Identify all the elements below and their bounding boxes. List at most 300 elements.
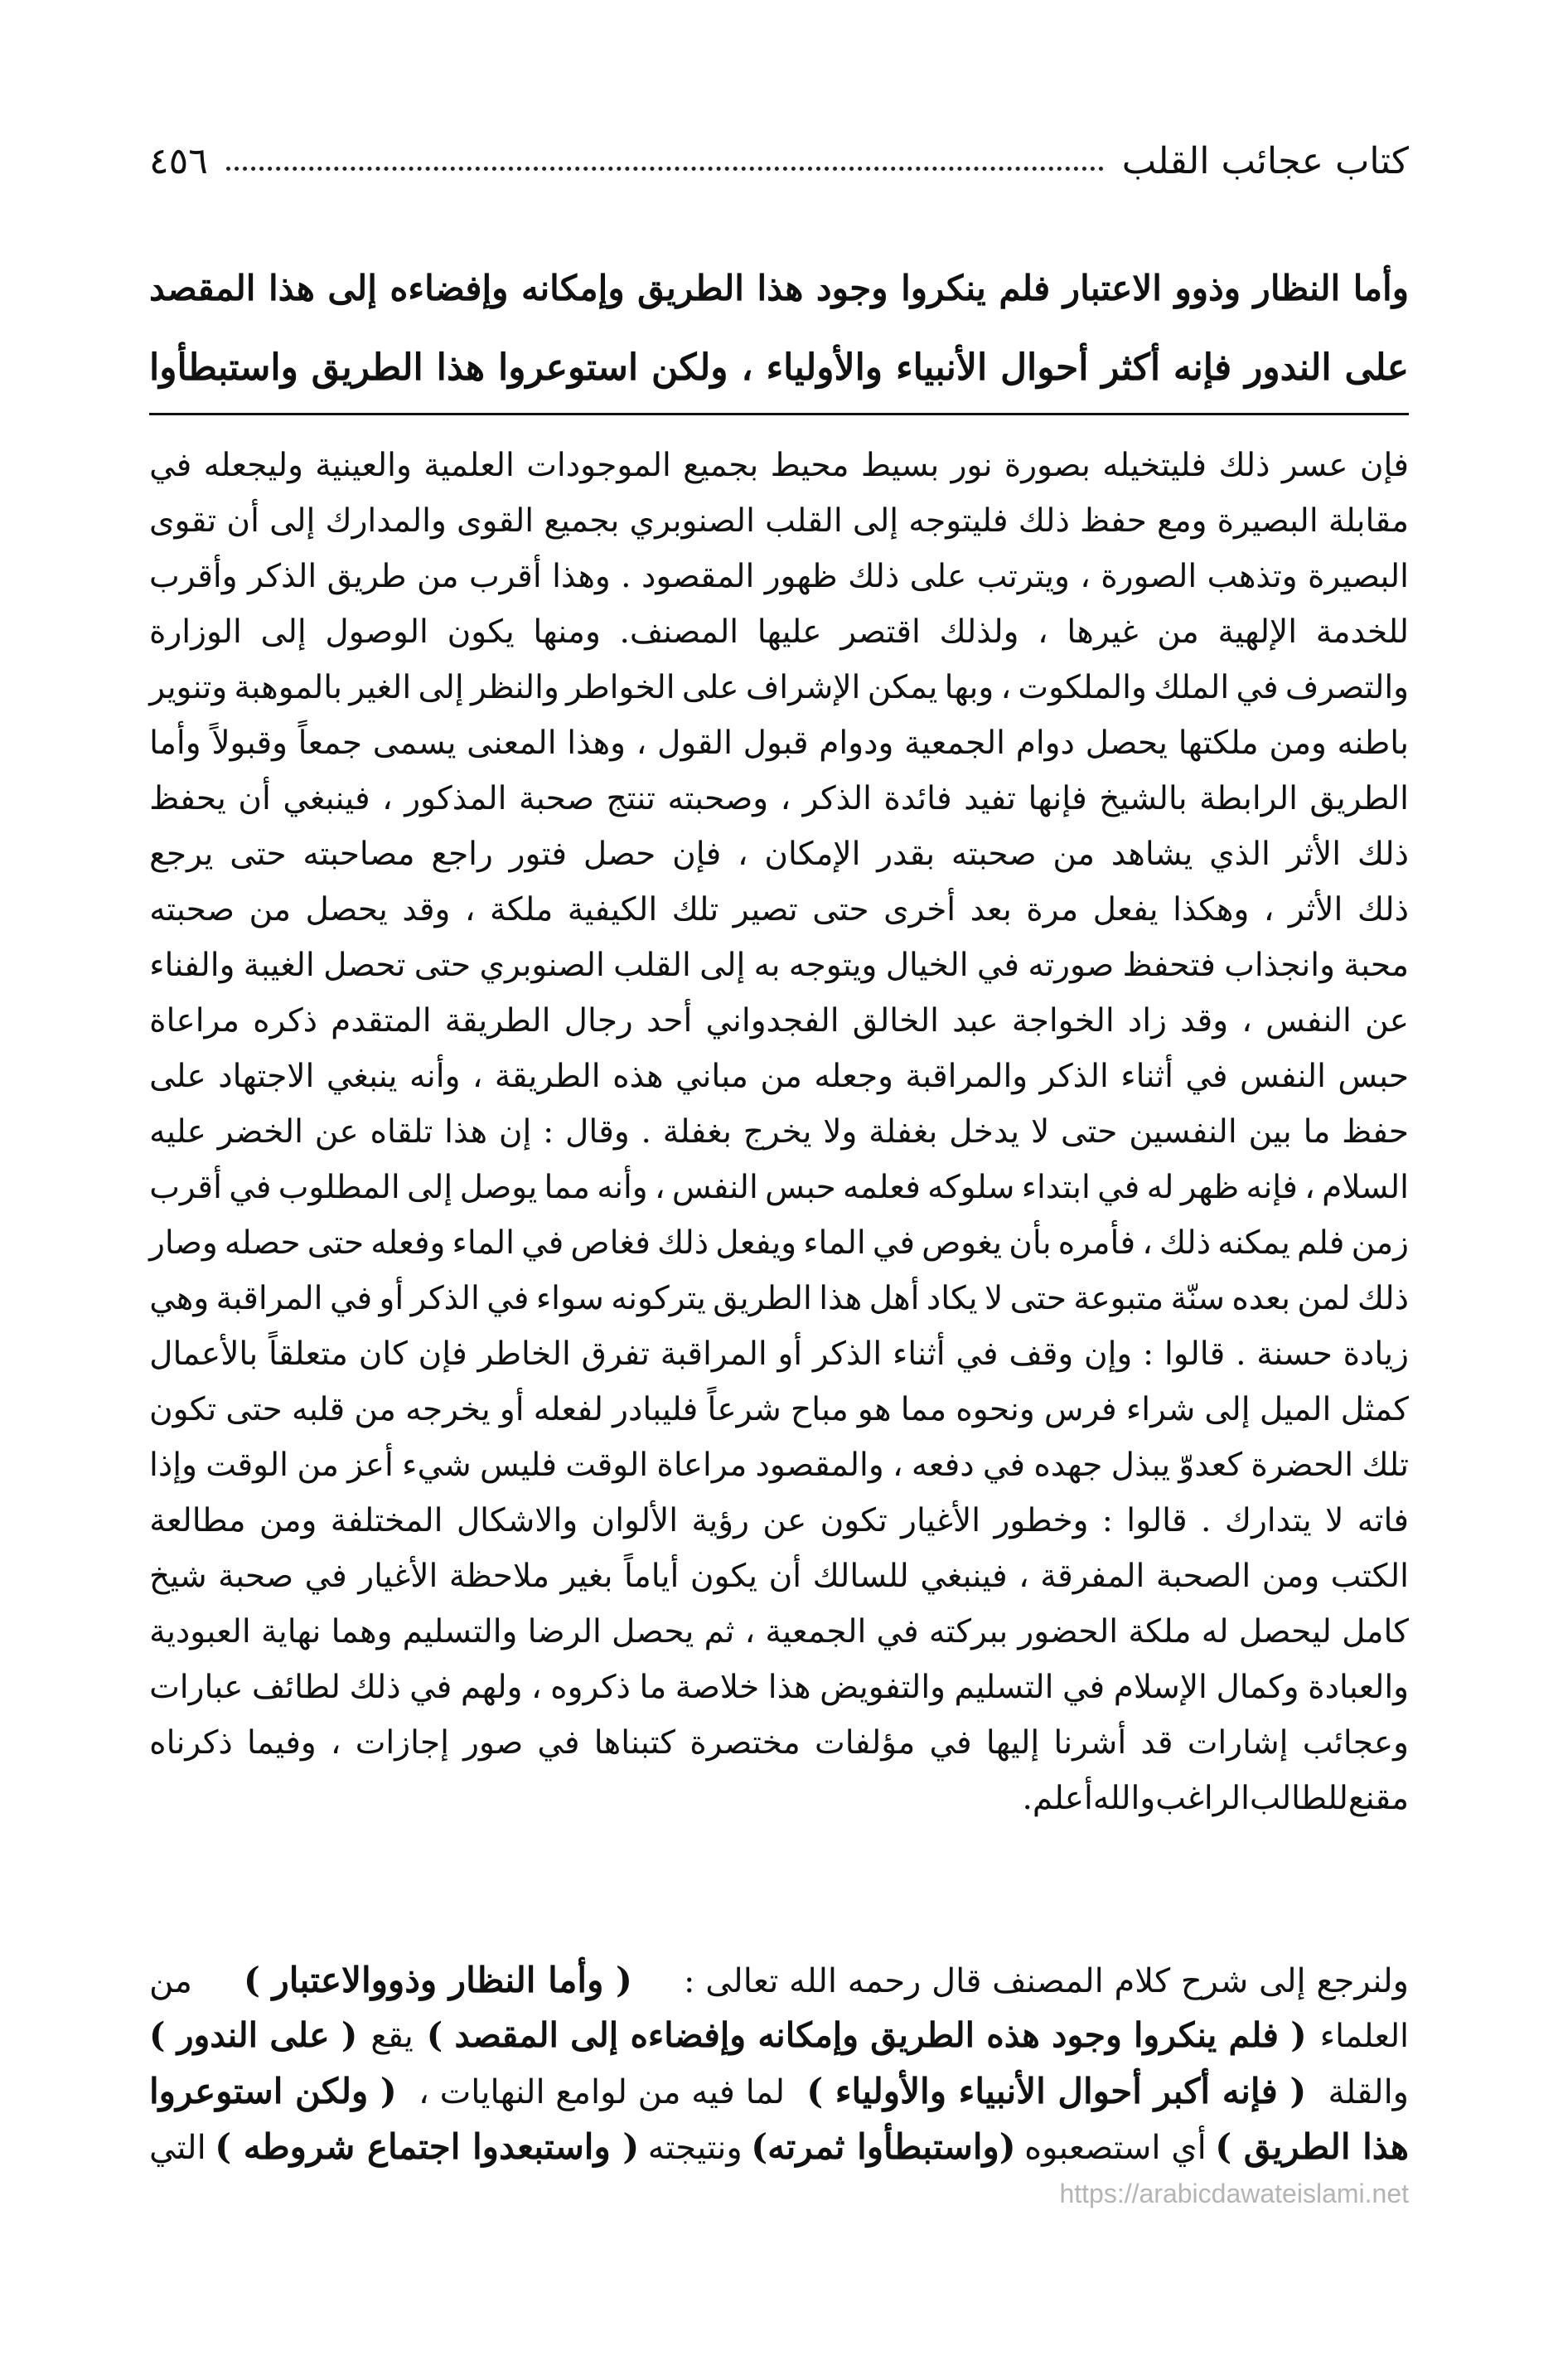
- commentary-word: من: [1052, 836, 1095, 873]
- commentary-line: [149, 1604, 1409, 1660]
- commentary-word: الجمعية: [765, 1613, 867, 1650]
- commentary-word: والتسليم: [402, 1613, 518, 1650]
- commentary-word: الصحبة: [1155, 1558, 1251, 1595]
- commentary-word: يبذل: [1110, 1447, 1171, 1484]
- commentary-word: أعز: [347, 1447, 394, 1484]
- commentary-word: النفس: [1240, 1058, 1326, 1095]
- dotted-leader: [226, 167, 1104, 171]
- commentary-word: بعده: [1231, 1280, 1290, 1317]
- commentary-word: أو: [777, 1335, 803, 1373]
- commentary-word: صحبة: [518, 780, 594, 817]
- commentary-word: تحصل: [323, 947, 406, 984]
- commentary-word: ملاحظة: [448, 1558, 549, 1595]
- commentary-word: رؤية: [691, 1502, 749, 1539]
- commentary-word: تفرق: [581, 1335, 650, 1373]
- commentary-word: الماء: [452, 1224, 515, 1262]
- commentary-word: الغيبة: [243, 947, 315, 984]
- commentary-word: فينبغي: [920, 1558, 1008, 1595]
- commentary-word: متبوعة: [1073, 1280, 1164, 1317]
- commentary-word: عليه: [149, 1113, 206, 1151]
- commentary-word: حتى: [1061, 1113, 1118, 1151]
- commentary-word: مختصرة: [689, 1724, 801, 1762]
- commentary-word: فتور: [509, 836, 568, 873]
- commentary-word: ،: [893, 1447, 903, 1484]
- commentary-word: ومنها: [533, 613, 601, 651]
- commentary-word: بجميع: [544, 502, 620, 540]
- commentary-word: المختلفة: [330, 1502, 443, 1539]
- explanation-line: [149, 2119, 1409, 2174]
- commentary-word: بغفلة: [869, 1113, 938, 1151]
- commentary-word: بغفلة: [662, 1113, 732, 1151]
- commentary-word: ،: [780, 780, 791, 817]
- commentary-word: شيء: [402, 1447, 472, 1484]
- commentary-word: :: [543, 1113, 554, 1151]
- commentary-word: مراعاة: [656, 1447, 748, 1484]
- commentary-word: الرابطة: [1199, 780, 1298, 817]
- commentary-line: [149, 1049, 1409, 1104]
- commentary-word: مقنع: [1348, 1780, 1409, 1817]
- explanation-line: [149, 2063, 1409, 2119]
- commentary-word: جهده: [1033, 1447, 1103, 1484]
- commentary-word: مرة: [1026, 891, 1079, 928]
- commentary-word: قد: [1140, 1724, 1173, 1762]
- commentary-word: بصورة: [1004, 447, 1091, 484]
- commentary-word: ملكة: [1128, 1613, 1192, 1650]
- commentary-line: [149, 1160, 1409, 1215]
- commentary-word: حفظ: [1342, 1113, 1409, 1151]
- commentary-word: بالموهبة: [234, 669, 343, 706]
- commentary-word: .: [621, 558, 631, 595]
- commentary-word: ظهر: [1180, 1169, 1240, 1206]
- commentary-word: ذلك: [1357, 891, 1409, 928]
- commentary-word: الطريق: [713, 1280, 812, 1317]
- commentary-word: إلى: [1204, 1391, 1251, 1428]
- explanation-line: [149, 2008, 1409, 2063]
- commentary-line: [149, 1271, 1409, 1326]
- commentary-word: ومن: [1269, 725, 1327, 762]
- commentary-word: وقال: [565, 1113, 630, 1151]
- commentary-word: فاته: [1357, 1502, 1409, 1539]
- commentary-word: مصاحبته: [302, 836, 415, 873]
- commentary-word: أشرنا: [1053, 1724, 1127, 1762]
- commentary-line: [149, 549, 1409, 604]
- commentary-word: حتى: [1009, 1280, 1067, 1317]
- commentary-word: يتدارك: [1224, 1502, 1312, 1539]
- commentary-line: [149, 438, 1409, 493]
- commentary-word: مباح: [791, 1391, 849, 1428]
- commentary-word: المذكور: [404, 780, 507, 817]
- commentary-word: ،: [1038, 613, 1048, 651]
- commentary-word: الصنوبري: [629, 502, 755, 540]
- explanation-text: التي: [149, 2129, 206, 2167]
- commentary-word: بقدر: [877, 836, 936, 873]
- commentary-word: ومع: [1156, 502, 1207, 540]
- commentary-word: وأنه: [409, 1058, 461, 1095]
- commentary-word: المتقدم: [331, 1002, 432, 1040]
- commentary-word: والمدارك: [325, 502, 447, 540]
- commentary-word: وقبولاً: [211, 725, 288, 762]
- commentary-word: ثم: [704, 1613, 735, 1650]
- commentary-word: مطالعة: [149, 1502, 246, 1539]
- commentary-word: الموجودات: [526, 447, 671, 484]
- commentary-word: في: [1062, 1669, 1106, 1706]
- commentary-word: الإسلام: [1113, 1669, 1207, 1706]
- commentary-word: للطالب: [1249, 1780, 1348, 1817]
- commentary-word: ولذلك: [939, 613, 1019, 651]
- commentary-word: المطلوب: [278, 1169, 400, 1206]
- commentary-word: القوى: [457, 502, 535, 540]
- commentary-word: وهما: [331, 1613, 393, 1650]
- commentary-word: أقرب: [149, 1169, 222, 1206]
- commentary-block: [149, 438, 1409, 1826]
- commentary-word: لا: [984, 1280, 1004, 1317]
- commentary-word: مما: [544, 1169, 590, 1206]
- commentary-word: محبة: [1343, 947, 1409, 984]
- commentary-word: .: [1236, 1335, 1246, 1373]
- commentary-word: حسنة: [1256, 1335, 1333, 1373]
- commentary-word: ابتداء: [1021, 1169, 1091, 1206]
- commentary-word: ويفعل: [715, 1224, 797, 1262]
- commentary-word: به: [753, 947, 781, 984]
- explanation-line: [149, 1952, 1409, 2008]
- commentary-word: العلمية: [423, 447, 515, 484]
- commentary-word: وقد: [402, 891, 451, 928]
- commentary-word: والله: [1092, 1780, 1156, 1817]
- commentary-word: باطنه: [1337, 725, 1409, 762]
- commentary-word: وصار: [149, 1224, 218, 1262]
- commentary-word: يشاهد: [1110, 836, 1193, 873]
- commentary-word: ذلك: [848, 558, 900, 595]
- commentary-word: ويترتب: [976, 558, 1070, 595]
- commentary-word: يدخل: [949, 1113, 1020, 1151]
- commentary-word: من: [760, 1058, 802, 1095]
- explanation-text: من: [149, 1962, 192, 2000]
- commentary-word: شرعاً: [707, 1391, 781, 1428]
- commentary-word: المفرقة: [1040, 1558, 1145, 1595]
- commentary-word: فإنه: [1246, 1169, 1298, 1206]
- commentary-line: [149, 1437, 1409, 1493]
- commentary-word: كعدوّ: [1178, 1447, 1243, 1484]
- commentary-word: جمعاً: [298, 725, 363, 762]
- commentary-word: إجازات: [355, 1724, 449, 1762]
- commentary-word: الخضر: [217, 1113, 303, 1151]
- commentary-word: قلبه: [291, 1391, 346, 1428]
- commentary-word: الخيال: [885, 947, 969, 984]
- commentary-word: الصورة: [1101, 558, 1198, 595]
- commentary-word: يحصل: [1085, 725, 1168, 762]
- commentary-word: ولهم: [460, 1669, 523, 1706]
- commentary-word: البصيرة: [1217, 502, 1318, 540]
- commentary-line: [149, 1215, 1409, 1271]
- commentary-word: أحد: [646, 1002, 693, 1040]
- commentary-word: الكتب: [1330, 1558, 1409, 1595]
- commentary-word: لا: [1030, 1113, 1050, 1151]
- commentary-word: كمثل: [1340, 1391, 1409, 1428]
- commentary-word: فتحفظ: [1122, 947, 1216, 984]
- commentary-word: وإن: [1083, 1335, 1133, 1373]
- commentary-word: ونحوه: [956, 1391, 1035, 1428]
- commentary-word: غيرها: [1067, 613, 1139, 651]
- commentary-word: الذكر: [1039, 1058, 1109, 1095]
- commentary-word: وأقرب: [149, 558, 238, 595]
- commentary-line: [149, 1104, 1409, 1160]
- commentary-word: الطريقة: [444, 1002, 551, 1040]
- commentary-word: خلاصة: [675, 1669, 760, 1706]
- commentary-word: هذا: [767, 1669, 811, 1706]
- commentary-word: سواء: [535, 1280, 604, 1317]
- commentary-word: فلم: [1296, 1224, 1345, 1262]
- commentary-line: [149, 1382, 1409, 1437]
- commentary-word: في: [1236, 669, 1279, 706]
- commentary-word: راجع: [431, 836, 493, 873]
- commentary-word: في: [329, 1280, 373, 1317]
- commentary-word: عن: [1365, 1002, 1409, 1040]
- commentary-word: الماء: [803, 1224, 866, 1262]
- commentary-word: مما: [900, 1391, 947, 1428]
- commentary-word: ،: [330, 1724, 341, 1762]
- commentary-word: الوصول: [325, 613, 428, 651]
- commentary-word: ليحصل: [1238, 1613, 1332, 1650]
- commentary-word: كامل: [1342, 1613, 1409, 1650]
- commentary-word: ولا: [823, 1113, 858, 1151]
- commentary-word: وليجعله: [203, 447, 303, 484]
- commentary-word: وإذا: [149, 1447, 197, 1484]
- commentary-word: النفسين: [1129, 1113, 1237, 1151]
- commentary-word: أقرب: [468, 558, 542, 595]
- commentary-word: شيخ: [149, 1558, 207, 1595]
- commentary-word: في: [409, 1669, 452, 1706]
- commentary-word: ،: [636, 725, 647, 762]
- commentary-word: حصل: [583, 836, 656, 873]
- commentary-line: [149, 1549, 1409, 1604]
- commentary-word: الوقت: [565, 1447, 649, 1484]
- commentary-word: والمراقبة: [905, 1058, 1028, 1095]
- commentary-word: يتركونه: [611, 1280, 706, 1317]
- commentary-word: المراقبة: [660, 1335, 767, 1373]
- commentary-word: دوام: [1015, 725, 1075, 762]
- commentary-word: وهكذا: [1173, 891, 1250, 928]
- commentary-word: تقوى: [149, 502, 217, 540]
- commentary-word: أهل: [869, 1280, 920, 1317]
- commentary-word: حبس: [765, 1169, 836, 1206]
- page-number: ٤٥٦: [149, 140, 208, 182]
- commentary-word: بعد: [970, 891, 1012, 928]
- commentary-line: [149, 1771, 1409, 1826]
- commentary-word: يفعل: [1092, 891, 1159, 928]
- section-divider: [149, 413, 1409, 415]
- running-head: [149, 124, 1409, 182]
- commentary-word: ومن: [1261, 1558, 1320, 1595]
- commentary-word: تصير: [733, 891, 798, 928]
- commentary-word: البصيرة: [1307, 558, 1409, 595]
- commentary-word: وخطور: [994, 1502, 1089, 1539]
- commentary-word: .: [641, 1113, 651, 1151]
- commentary-word: الغير: [349, 669, 412, 706]
- commentary-word: محيط: [770, 447, 849, 484]
- commentary-word: القلب: [613, 947, 691, 984]
- commentary-word: في: [486, 1280, 530, 1317]
- commentary-word: وفيما: [247, 1724, 317, 1762]
- commentary-word: وهذا: [552, 558, 611, 595]
- commentary-word: فينبغي: [283, 780, 370, 817]
- commentary-word: المصنف.: [619, 613, 739, 651]
- commentary-line: [149, 771, 1409, 826]
- commentary-word: ،: [531, 1669, 542, 1706]
- quoted-phrase: ( فلم ينكروا وجود هذه الطريق وإمكانه وإفضاءه إلى المقصد ): [426, 2015, 1307, 2055]
- commentary-word: والاشكال: [456, 1502, 578, 1539]
- commentary-word: الحضور: [1018, 1613, 1119, 1650]
- commentary-word: حتى: [307, 1224, 365, 1262]
- quoted-phrase: ( على الندور ): [149, 2015, 358, 2055]
- commentary-word: بين: [1248, 1113, 1292, 1151]
- commentary-word: المراقبة: [215, 1280, 323, 1317]
- commentary-word: يكون: [689, 1558, 758, 1595]
- quoted-phrase: هذا الطريق ): [1215, 2126, 1409, 2167]
- commentary-word: الاجتهاد: [218, 1058, 315, 1095]
- commentary-word: حفظ: [1079, 502, 1147, 540]
- commentary-line: [149, 1715, 1409, 1771]
- commentary-word: وقد: [1180, 1002, 1229, 1040]
- commentary-word: .: [1022, 1780, 1033, 1817]
- commentary-word: وانجذاب: [1224, 947, 1335, 984]
- commentary-word: عن: [762, 1502, 807, 1539]
- commentary-word: فرس: [1043, 1391, 1117, 1428]
- commentary-word: هو: [857, 1391, 892, 1428]
- commentary-word: ،: [382, 780, 393, 817]
- commentary-word: وعجائب: [1302, 1724, 1409, 1762]
- commentary-word: ذكرناه: [149, 1724, 233, 1762]
- commentary-word: ،: [1019, 1558, 1029, 1595]
- commentary-word: إلى: [418, 669, 464, 706]
- commentary-word: يرجع: [149, 836, 214, 873]
- commentary-word: فغاص: [570, 1224, 651, 1262]
- commentary-word: ،: [744, 1613, 756, 1650]
- commentary-word: والمقصود: [755, 1447, 884, 1484]
- commentary-word: قالوا: [1164, 1335, 1226, 1373]
- commentary-word: الأغيار: [901, 1502, 981, 1539]
- commentary-word: وهذا: [567, 725, 626, 762]
- commentary-word: تنتج: [606, 780, 656, 817]
- commentary-word: على: [681, 669, 739, 706]
- explanation-text: ولنرجع إلى شرح كلام المصنف قال رحمه الله تعالى :: [684, 1962, 1409, 2000]
- commentary-line: [149, 826, 1409, 882]
- quoted-phrase: ( وأما النظار وذووالاعتبار ): [244, 1960, 632, 2000]
- main-text-line-1: وأما النظار وذوو الاعتبار فلم ينكروا وجود هذا الطريق وإمكانه وإفضاءه إلى هذا المقصد: [149, 268, 1409, 308]
- commentary-word: وجعله: [814, 1058, 893, 1095]
- commentary-word: ،: [464, 891, 476, 928]
- commentary-word: حتى: [225, 1391, 283, 1428]
- commentary-line: [149, 660, 1409, 715]
- commentary-line: [149, 604, 1409, 660]
- commentary-word: في: [876, 1613, 919, 1650]
- commentary-word: في: [929, 1724, 972, 1762]
- commentary-word: وكمال: [1216, 1669, 1299, 1706]
- commentary-word: تفيد: [964, 780, 1017, 817]
- commentary-word: التسليم: [954, 1669, 1054, 1706]
- commentary-word: نور: [951, 447, 993, 484]
- commentary-word: ومن: [259, 1502, 317, 1539]
- quoted-phrase: ( فإنه أكبر أحوال الأنبياء والأولياء ): [806, 2071, 1307, 2111]
- commentary-word: ،: [1241, 1002, 1252, 1040]
- commentary-word: متعلقاً: [268, 1335, 348, 1373]
- commentary-word: الرضا: [527, 1613, 602, 1650]
- commentary-word: فإن: [672, 836, 722, 873]
- commentary-line: [149, 993, 1409, 1049]
- commentary-word: ذلك: [1357, 836, 1409, 873]
- commentary-word: صور: [463, 1724, 524, 1762]
- commentary-word: الإلهية: [1217, 613, 1298, 651]
- commentary-word: الذكر: [802, 780, 872, 817]
- commentary-word: وصحبته: [667, 780, 769, 817]
- commentary-word: فليبادر: [612, 1391, 699, 1428]
- commentary-word: إلى: [699, 947, 746, 984]
- commentary-word: في: [521, 1224, 564, 1262]
- commentary-word: وبها: [944, 669, 994, 706]
- commentary-word: من: [354, 1391, 396, 1428]
- commentary-word: زاد: [1127, 1002, 1167, 1040]
- commentary-word: والعبادة: [1308, 1669, 1409, 1706]
- commentary-word: هذا: [444, 1113, 488, 1151]
- commentary-word: في: [982, 1447, 1026, 1484]
- commentary-word: والنظر: [470, 669, 559, 706]
- commentary-word: ينبغي: [326, 1058, 398, 1095]
- commentary-word: النفس: [671, 1169, 758, 1206]
- commentary-word: .: [1201, 1502, 1212, 1539]
- commentary-word: ذلك: [1018, 502, 1070, 540]
- commentary-word: إلى: [407, 1169, 453, 1206]
- commentary-word: وفعله: [370, 1224, 446, 1262]
- commentary-word: والتفويض: [820, 1669, 946, 1706]
- commentary-word: يكاد: [926, 1280, 978, 1317]
- commentary-line: [149, 493, 1409, 549]
- commentary-word: أثناء: [1120, 1058, 1173, 1095]
- commentary-word: يحصل: [305, 891, 388, 928]
- commentary-word: :: [1101, 1502, 1113, 1539]
- commentary-word: الإمكان: [764, 836, 861, 873]
- commentary-word: من: [1157, 613, 1199, 651]
- commentary-word: أن: [226, 502, 259, 540]
- commentary-word: تلك: [1362, 1447, 1409, 1484]
- watermark-url: https://arabicdawateislami.net: [1059, 2179, 1409, 2208]
- commentary-word: مقابلة: [1328, 502, 1409, 540]
- commentary-word: إلى: [260, 613, 307, 651]
- commentary-word: كتبناها: [593, 1724, 675, 1762]
- commentary-word: بجميع: [683, 447, 759, 484]
- commentary-word: ذلك: [1357, 1280, 1409, 1317]
- commentary-word: تكون: [149, 1391, 217, 1428]
- commentary-word: صحبة: [218, 1558, 294, 1595]
- commentary-word: سلوكه: [927, 1169, 1015, 1206]
- commentary-word: فليتوجه: [908, 502, 1009, 540]
- commentary-word: ،: [1080, 558, 1091, 595]
- commentary-word: فائدة: [883, 780, 952, 817]
- commentary-word: فإن: [1359, 447, 1409, 484]
- commentary-word: رجال: [564, 1002, 633, 1040]
- commentary-word: لطائف: [251, 1669, 341, 1706]
- commentary-word: فإن: [418, 1335, 467, 1373]
- commentary-word: ،: [1304, 1169, 1315, 1206]
- commentary-word: له: [1146, 1169, 1174, 1206]
- explanation-text: لما فيه من لوامع النهايات ،: [418, 2073, 786, 2111]
- explanation-text: والقلة: [1328, 2073, 1409, 2111]
- commentary-word: تلقاه: [370, 1113, 433, 1151]
- commentary-word: الذكر: [247, 558, 317, 595]
- commentary-word: إليها: [985, 1724, 1040, 1762]
- commentary-word: تلك: [671, 891, 719, 928]
- commentary-word: حتى: [812, 891, 869, 928]
- commentary-word: فأمره: [1057, 1224, 1136, 1262]
- commentary-word: الخالق: [852, 1002, 939, 1040]
